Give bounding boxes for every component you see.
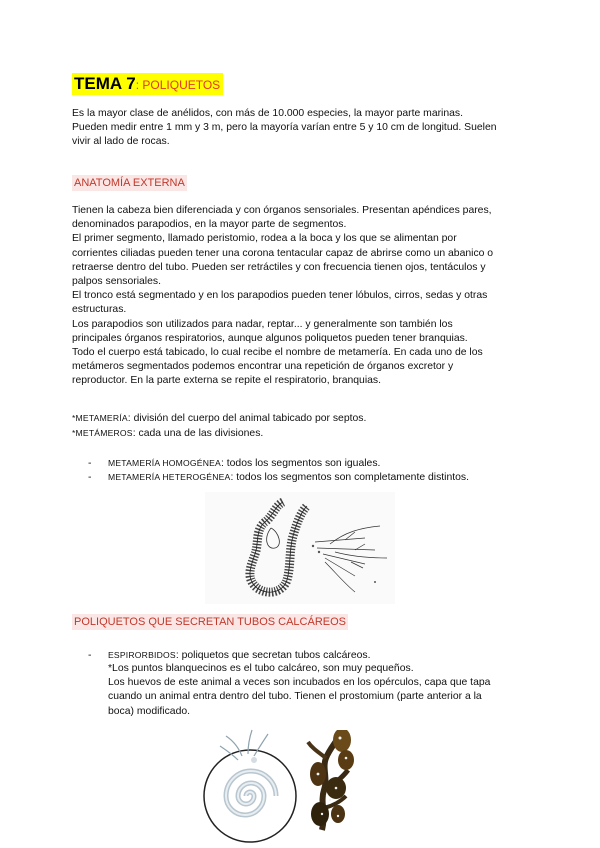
text-line: boca) modificado. — [108, 705, 191, 717]
bullet-dash: - — [88, 458, 92, 469]
note-metameria — [72, 411, 366, 426]
text-line: palpos sensoriales. — [72, 276, 161, 288]
seaweed-photo — [302, 730, 358, 834]
text-line: cuando un animal entra dentro del tubo. Tienen el prostomium (parte anterior a la — [108, 691, 482, 703]
bullet-term: METAMERÍA HETEROGÉNEA — [108, 472, 231, 482]
text-line: retraerse dentro del tubo. Pueden ser retráctiles y con frecuencia tienen ojos, tentáculos y — [72, 261, 486, 273]
text-line: Tienen la cabeza bien diferenciada y con órganos sensoriales. Presentan apéndices pares, — [72, 205, 492, 216]
text-line: Pueden medir entre 1 mm y 3 m, pero la mayoría varían entre 5 y 10 cm de longitud. Suelen — [72, 122, 497, 134]
note-term: *METAMERÍA — [72, 413, 128, 423]
note-metameros — [72, 426, 263, 441]
text-line: Es la mayor clase de anélidos, con más de 10.000 especies, la mayor parte marinas. — [72, 108, 464, 119]
bullet-term: METAMERÍA HOMOGÉNEA — [108, 458, 221, 468]
spiral-tube-photo — [202, 724, 298, 848]
text-line: principales órganos respiratorios, aunque algunos poliquetos pueden tener branquias. — [72, 332, 468, 344]
intro-paragraph — [72, 107, 542, 150]
section-heading-anatomia: ANATOMÍA EXTERNA — [74, 177, 185, 189]
bullet-dash: - — [88, 472, 92, 483]
text-line: denominados parapodios, en la mayor parte de segmentos. — [72, 219, 347, 231]
text-line: Todo el cuerpo está tabicado, lo cual recibe el nombre de metamería. En cada uno de los — [72, 347, 483, 359]
text-line: metámeros segmentados podemos encontrar una repetición de órganos excretor y — [72, 361, 454, 373]
text-line: El primer segmento, llamado peristomio, rodea a la boca y los que se alimentan por — [72, 233, 457, 245]
text-line: reproductor. En la parte externa se repite el respiratorio, branquias. — [72, 375, 382, 387]
espirorbidos-description — [108, 662, 538, 719]
note-term: *METÁMEROS — [72, 428, 133, 438]
note-text: : cada una de las divisiones. — [132, 428, 264, 439]
text-line: *Los puntos blanquecinos es el tubo calcáreo, son muy pequeños. — [108, 663, 414, 674]
anatomy-paragraph — [72, 204, 542, 389]
note-text: : división del cuerpo del animal tabicado por septos. — [127, 413, 367, 424]
text-line: estructuras. — [72, 304, 127, 316]
page-title — [72, 73, 223, 95]
text-line: corrientes ciliadas pueden tener una corona tentacular capaz de abrirse como un abanico o — [72, 247, 494, 259]
bullet-text: : todos los segmentos son iguales. — [220, 458, 381, 469]
section-heading-tubos: POLIQUETOS QUE SECRETAN TUBOS CALCÁREOS — [74, 616, 347, 628]
text-line: El tronco está segmentado y en los parapodios pueden tener lóbulos, cirros, sedas y otras — [72, 290, 488, 302]
text-line: vivir al lado de rocas. — [72, 136, 170, 148]
text-line: Los huevos de este animal a veces son incubados en los opérculos, capa que tapa — [108, 677, 491, 689]
text-line: Los parapodios son utilizados para nadar, reptar... y generalmente son también los — [72, 318, 453, 330]
metameria-illustration — [205, 492, 395, 604]
bullet-heterogenea — [88, 470, 469, 485]
bullet-espirorbidos — [88, 648, 371, 663]
bullet-text: : poliquetos que secretan tubos calcáreos. — [175, 650, 371, 661]
title-subtitle: : POLIQUETOS — [135, 78, 221, 92]
bullet-text: : todos los segmentos son completamente distintos. — [230, 472, 470, 483]
bullet-dash: - — [88, 650, 92, 661]
bullet-homogenea — [88, 456, 380, 471]
bullet-term: ESPIRORBIDOS — [108, 650, 176, 660]
title-number: TEMA 7 — [74, 74, 136, 93]
